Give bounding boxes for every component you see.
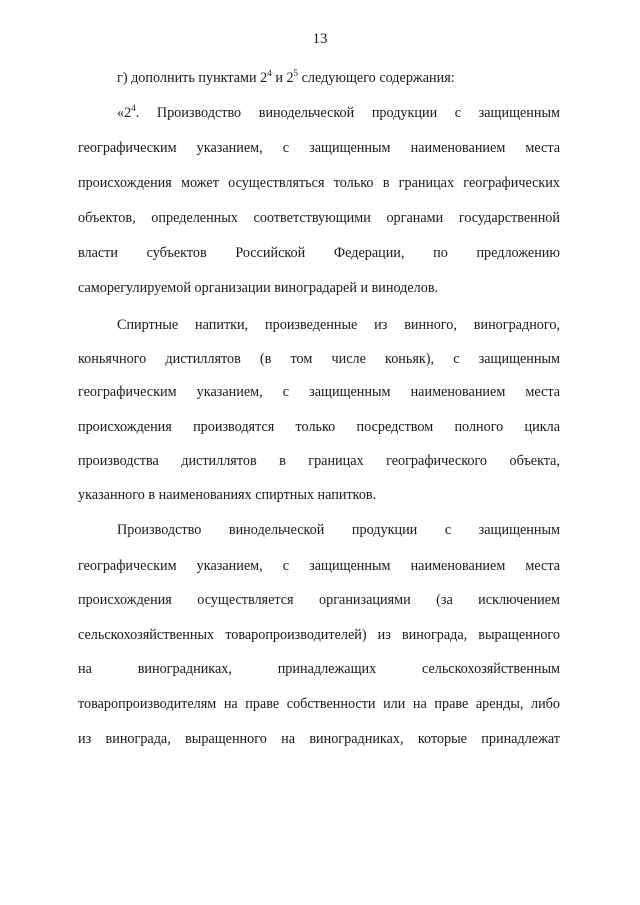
text-line: сельскохозяйственных товаропроизводителей) из винограда, выращенного [78, 627, 560, 643]
item-start-line [117, 103, 560, 123]
intro-superscript-1: 4 [267, 68, 272, 78]
text-line: из винограда, выращенного на виноградниках, которые принадлежат [78, 731, 560, 747]
item-text: . Производство винодельческой продукции с защищенным [135, 105, 560, 121]
intro-line [117, 68, 560, 88]
page-number: 13 [312, 31, 328, 47]
text-line: коньячного дистиллятов (в том числе коньяк), с защищенным [78, 351, 560, 367]
text-line: власти субъектов Российской Федерации, по предложению [78, 245, 560, 261]
text-line: географическим указанием, с защищенным наименованием места [78, 384, 560, 400]
text-line: Производство винодельческой продукции с защищенным [117, 522, 560, 538]
text-line: на виноградниках, принадлежащих сельскохозяйственным [78, 661, 560, 677]
intro-text-middle: и 2 [271, 70, 294, 86]
text-line: саморегулируемой организации виноградарей и виноделов. [78, 280, 439, 296]
text-line: географическим указанием, с защищенным наименованием места [78, 558, 560, 574]
item-prefix: «2 [117, 105, 132, 121]
text-line: происхождения может осуществляться только в границах географических [78, 175, 560, 191]
item-superscript: 4 [131, 103, 136, 113]
text-line: происхождения производятся только посредством полного цикла [78, 419, 560, 435]
text-line: происхождения осуществляется организациями (за исключением [78, 592, 560, 608]
text-line: товаропроизводителям на праве собственности или на праве аренды, либо [78, 696, 560, 712]
intro-superscript-2: 5 [293, 68, 299, 78]
text-line: производства дистиллятов в границах географического объекта, [78, 453, 560, 469]
intro-text-after: следующего содержания: [298, 70, 455, 86]
text-line: объектов, определенных соответствующими органами государственной [78, 210, 560, 226]
intro-text-before: г) дополнить пунктами 2 [117, 70, 268, 86]
text-line: указанного в наименованиях спиртных напитков. [78, 487, 377, 503]
text-line: географическим указанием, с защищенным наименованием места [78, 140, 560, 156]
text-line: Спиртные напитки, произведенные из винного, виноградного, [117, 317, 560, 333]
